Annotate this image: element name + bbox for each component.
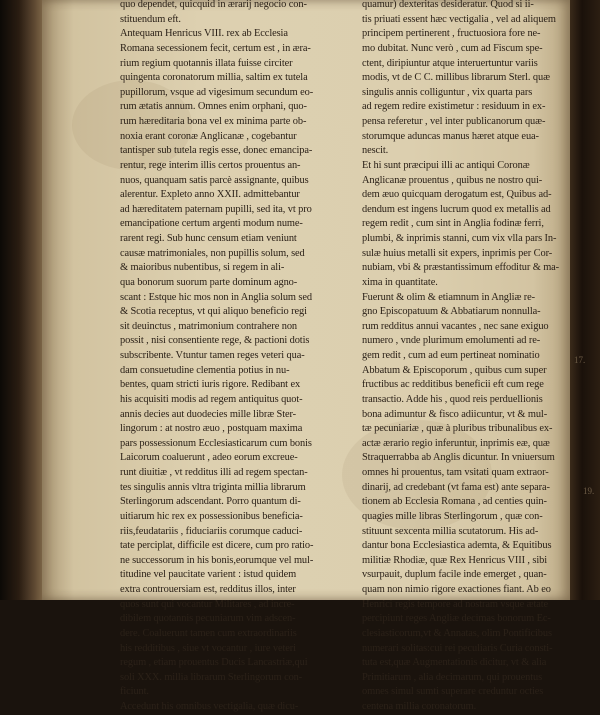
text-line: nescit. <box>362 145 389 157</box>
text-line: his redditibus , siue vt vocantur , iure veteri <box>120 642 296 654</box>
text-line: rum redditus annui vacantes , nec sane exiguo <box>362 320 549 332</box>
text-line: Straquerrabba ab Anglis dicuntur. In vniuersum <box>362 452 555 464</box>
text-line: Henrici regis tempore ad nostram vsque ætate <box>362 598 549 610</box>
margin-note-17: 17. <box>574 355 586 365</box>
text-line: Primitiarum , alia decimarum, qui prouentus <box>362 671 543 683</box>
text-line: sulæ huius metalli sit expers, inprimis per Cor- <box>362 247 553 259</box>
text-line: vsurpauit, duplum facile inde emerget , quan- <box>362 569 547 581</box>
text-line: Fuerunt & olim & etiamnum in Angliæ re- <box>362 291 536 303</box>
text-line: regum , etiam prouentus Ducis Lancastriæ,qui <box>120 657 308 669</box>
text-line: xima in quantitate. <box>362 276 438 288</box>
text-line: & Scotia receptus, vt qui aliquo beneficio regi <box>120 306 307 318</box>
book-binding-right <box>570 0 600 600</box>
text-line: qua bonorum suorum parte dominum agno- <box>120 276 298 288</box>
text-line: scant : Estque hic mos non in Anglia solum sed <box>120 291 312 303</box>
text-line: Sterlingorum adscendant. Porro quantum di- <box>120 496 301 508</box>
text-line: regem redit , cum sint in Anglia fodinæ ferri, <box>362 218 544 230</box>
text-line: tionem ab Ecclesia Romana , ad centies quin- <box>362 496 547 508</box>
text-line: principem pertinerent , fructuosiora fore ne- <box>362 28 541 40</box>
text-line: dem æuo quicquam derogatum est, Quibus ad- <box>362 189 552 201</box>
text-line: quamur) dexteritas desideratur. Quod si ii- <box>362 0 534 10</box>
book-binding-left <box>0 0 42 600</box>
text-line: omnes simul sumti superare creduntur octies <box>362 686 544 698</box>
text-line: nubiam, vbi & præstantissimum effoditur & ma- <box>362 262 560 274</box>
text-line: gem redit , cum ad eum pertineat nominatio <box>362 350 540 361</box>
text-line: subscribente. Vtuntur tamen reges veteri qua- <box>120 350 305 361</box>
text-line: pars possessionum Ecclesiasticarum cum bonis <box>120 437 312 449</box>
text-line: stituunt sexcenta millia scutatorum. His ad- <box>362 525 539 537</box>
text-line: stituendum eft. <box>120 13 181 25</box>
text-line: tis priuati essent hæc vectigalia , vel ad aliquem <box>362 13 556 25</box>
text-line: annis decies aut duodecies mille libræ Ster- <box>120 408 297 420</box>
text-line: pupillorum, vsque ad vigesimum secundum eo- <box>120 86 314 98</box>
text-line: his acquisiti modis ad regem antiquitus quot- <box>120 393 303 405</box>
text-line: nuos, quanquam satis parcè assignante, quibus <box>120 174 309 186</box>
text-line: Et hi sunt præcipui illi ac antiqui Coronæ <box>362 159 530 171</box>
text-line: numerari solitas:cui rei peculiaris Curia consti- <box>362 642 553 654</box>
text-line: causæ matrimoniales, non pupillis solum, sed <box>120 247 305 259</box>
text-line: lingorum : at nostro æuo , postquam maxima <box>120 423 303 435</box>
text-line: transactio. Adde his , quod reis perduellionis <box>362 393 543 405</box>
text-line: ad hæreditatem paternam pupilli, sed ita, vt pro <box>120 203 312 215</box>
text-line: titudine vel paucitate varient : istud quidem <box>120 569 297 581</box>
text-line: emancipatione certum argenti modum nume- <box>120 218 303 230</box>
margin-note-19: 19. <box>583 486 595 496</box>
text-line: Antequam Henricus VIII. rex ab Ecclesia <box>120 28 288 40</box>
text-line: quagies mille libras Sterlingorum , quæ con- <box>362 510 543 522</box>
right-text-column <box>362 0 572 715</box>
text-line: bentes, quam stricti iuris rigore. Redibant ex <box>120 379 301 391</box>
text-line: dinarij, ad credebant (vt fama est) ante separa- <box>362 481 550 493</box>
text-line: Accedunt his omnibus vectigalia, quæ dicu- <box>120 701 299 712</box>
text-line: rum ætatis annum. Omnes enim orphani, quo- <box>120 101 307 113</box>
text-line: runt diuitiæ , vt redditus illi ad regem spectan- <box>120 467 308 478</box>
text-line: numero , vnde plurimum emolumenti ad re- <box>362 335 541 347</box>
text-line: Romana secessionem fecit, certum est , in æra- <box>120 42 311 54</box>
text-line: Laicorum coaluerunt , adeo eorum excreue- <box>120 452 298 464</box>
text-line: gno Episcopatuum & Abbatiarum nonnulla- <box>362 306 541 318</box>
text-line: ne successorum in his bonis,eorumque vel mul- <box>120 554 314 566</box>
text-line: extra controuersiam est, redditus illos, inter <box>120 584 296 595</box>
text-line: actæ ærario regio inferuntur, inprimis eæ, quæ <box>362 437 550 449</box>
text-line: rum hæreditaria bona vel ex minima parte ob- <box>120 116 307 127</box>
text-line: tate perciplat, difficile est dicere, cum pro ratio- <box>120 540 314 552</box>
text-line: dere. Coaluerunt tamen cum extraordinariis <box>120 627 297 639</box>
text-line: tæ pecuniariæ , quæ à pluribus tribunalibus ex- <box>362 423 553 435</box>
text-line: quingenta coronatorum millia, saltim ex tutela <box>120 72 308 84</box>
text-line: noxia erant coronæ Anglicanæ , cogebantur <box>120 130 297 142</box>
text-line: quos sunt qui vocantur Militares , ad incre- <box>120 598 295 610</box>
text-line: clesiasticorum,vt & Annatas, olim Pontificibus <box>362 627 552 639</box>
text-line: soli XXX. millia librarum Sterlingorum con- <box>120 671 303 683</box>
text-line: possit , nisi consentiente rege, & pactioni dotis <box>120 335 310 347</box>
text-line: tantisper sub tutela regis esse, donec emancipa- <box>120 145 313 157</box>
text-line: modis, vt de C C. millibus librarum Sterl. quæ <box>362 72 550 84</box>
text-line: bona adimuntur & fisco adiicuntur, vt & mul- <box>362 408 548 420</box>
text-line: percipiunt reges Angliæ decimas bonorum Ec- <box>362 613 551 625</box>
text-line: ctent, diripiuntur atque interuertuntur variis <box>362 57 538 69</box>
text-line: & maioribus nubentibus, si regem in ali- <box>120 262 285 274</box>
text-line: omnes hi prouentus, tam vsitati quam extraor- <box>362 467 549 478</box>
text-line: tuta est,quæ Augmentationis dicitur, vt & alia <box>362 657 547 669</box>
text-line: tes singulis annis vltra triginta millia librarum <box>120 481 306 493</box>
text-line: riis,feudatariis , fiduciariis corumque caduci- <box>120 525 303 537</box>
left-text-column <box>120 0 352 715</box>
text-line: mo dubitat. Nunc verò , cum ad Fiscum spe- <box>362 42 543 54</box>
text-line: rentur, rege interim illis certos prouentus an- <box>120 159 301 171</box>
text-line: centena millia coronatorum. <box>362 701 477 712</box>
text-line: quo dependet, quicquid in ærarij negocio con- <box>120 0 307 10</box>
text-line: rium regium quotannis illata fuisse circiter <box>120 57 293 69</box>
text-line: rarent regi. Sub hunc censum etiam veniunt <box>120 233 297 244</box>
text-line: militiæ Rhodiæ, quæ Rex Henricus VIII , sibi <box>362 554 548 566</box>
text-line: dendum est ingens lucrum quod ex metallis ad <box>362 203 551 215</box>
text-line: sit deuinctus , matrimonium contrahere non <box>120 320 298 332</box>
text-line: dantur bona Ecclesiastica ademta, & Equitibus <box>362 540 552 552</box>
text-line: plumbi, & inprimis stanni, cum vix vlla pars In- <box>362 233 557 244</box>
text-line: ad regem redire existimetur : residuum in ex- <box>362 101 546 113</box>
text-line: dibilem quotannis pecuniarum vim adscen- <box>120 613 296 625</box>
text-line: dam consuetudine clementia potius in nu- <box>120 364 290 376</box>
text-line: alerentur. Expleto anno XXII. admittebantur <box>120 189 300 201</box>
text-line: Anglicanæ prouentus , quibus ne nostro qui- <box>362 174 543 186</box>
text-line: pensa referetur , vel inter publicanorum quæ- <box>362 116 546 127</box>
text-line: ficiunt. <box>120 686 149 698</box>
text-line: fructibus ac redditibus beneficii eft cum rege <box>362 379 544 391</box>
text-line: singulis annis colliguntur , vix quarta pars <box>362 86 533 98</box>
text-line: Abbatum & Episcoporum , quibus cum super <box>362 364 547 376</box>
text-line: quam non nimio rigore exactiones fiant. Ab eo <box>362 584 551 595</box>
text-line: uitiarum hic rex ex possessionibus beneficia- <box>120 510 303 522</box>
text-line: storumque aduncas manus hæret atque eua- <box>362 130 539 142</box>
